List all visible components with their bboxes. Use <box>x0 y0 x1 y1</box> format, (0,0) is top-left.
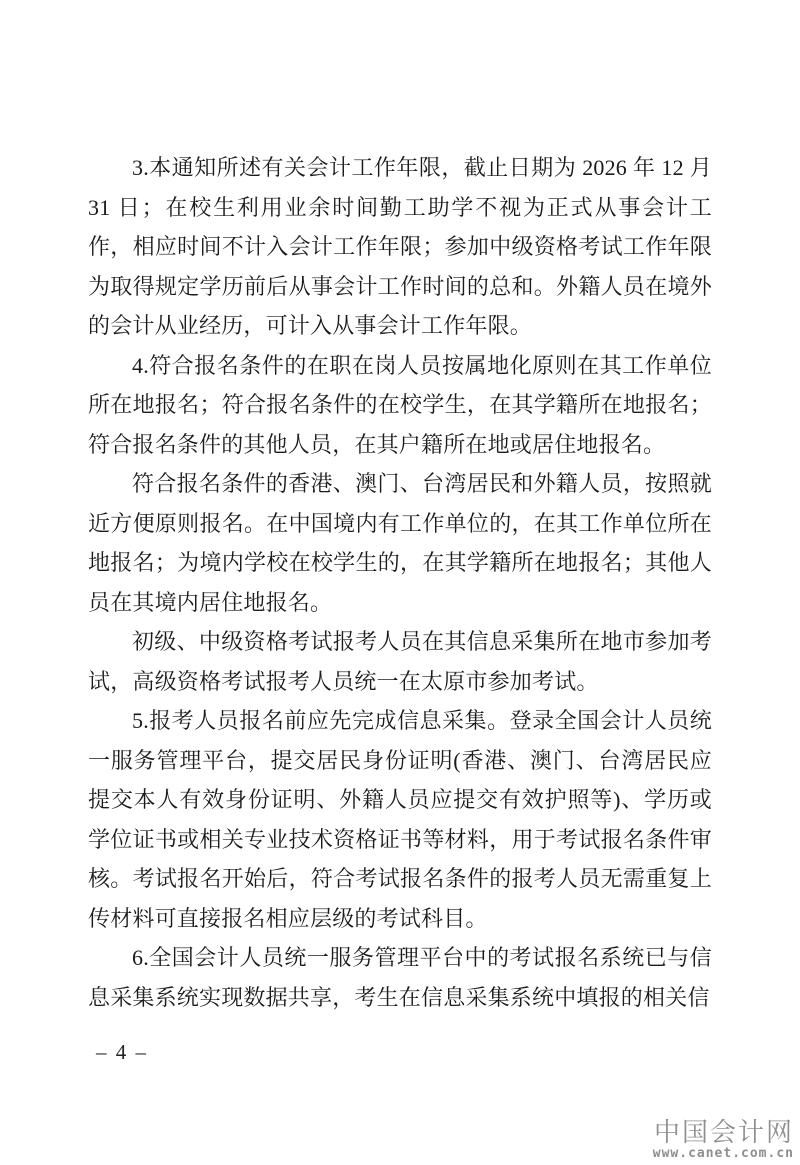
watermark-site-url: www.canet.com.cn <box>652 1146 794 1162</box>
paragraph: 4.符合报名条件的在职在岗人员按属地化原则在其工作单位所在地报名；符合报名条件的在校学生，在其学籍所在地报名；符合报名条件的其他人员，在其户籍所在地或居住地报名。 <box>88 352 712 457</box>
paragraph: 初级、中级资格考试报考人员在其信息采集所在地市参加考试，高级资格考试报考人员统一在太原市参加考试。 <box>88 629 712 694</box>
page-number: – 4 – <box>96 1040 148 1064</box>
paragraph: 3.本通知所述有关会计工作年限，截止日期为 2026 年 12 月 31 日；在校生利用业余时间勤工助学不视为正式从事会计工作，相应时间不计入会计工作年限；参加中级资格考试工作年限为取得规定学历前后从事会计工作时间的总和。外籍人员在境外的会计从业经历，可计入从事会计工作年限。 <box>88 155 712 338</box>
paragraph: 符合报名条件的香港、澳门、台湾居民和外籍人员，按照就近方便原则报名。在中国境内有工作单位的，在其工作单位所在地报名；为境内学校在校学生的，在其学籍所在地报名；其他人员在其境内居住地报名。 <box>88 471 712 615</box>
watermark-site-name: 中国会计网 <box>653 1117 794 1148</box>
paragraph: 6.全国会计人员统一服务管理平台中的考试报名系统已与信息采集系统实现数据共享，考生在信息采集系统中填报的相关信 <box>88 945 712 1010</box>
document-body <box>88 148 712 1017</box>
site-watermark <box>653 1119 794 1161</box>
paragraph: 5.报考人员报名前应先完成信息采集。登录全国会计人员统一服务管理平台，提交居民身份证明(香港、澳门、台湾居民应提交本人有效身份证明、外籍人员应提交有效护照等)、学历或学位证书或相关专业技术资格证书等材料，用于考试报名条件审核。考试报名开始后，符合考试报名条件的报考人员无需重复上传材料可直接报名相应层级的考试科目。 <box>88 708 712 931</box>
